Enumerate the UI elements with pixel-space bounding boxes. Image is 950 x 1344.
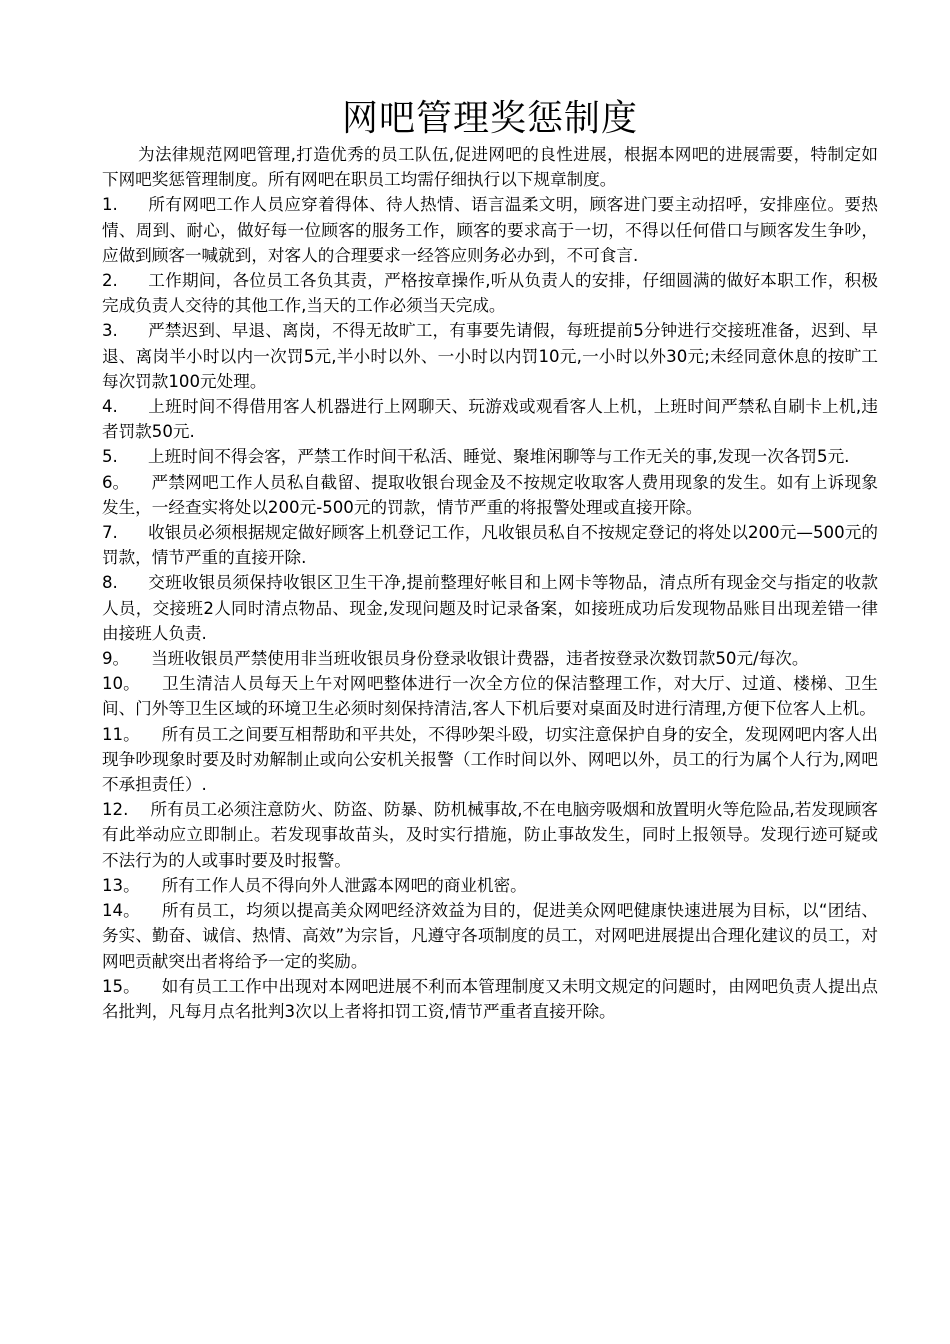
document-page	[102, 96, 878, 1024]
rule-number: 6。	[102, 472, 130, 492]
rule-number: 11。	[102, 724, 140, 744]
rule-item	[102, 797, 878, 873]
rule-text: 卫生清洁人员每天上午对网吧整体进行一次全方位的保洁整理工作，对大厅、过道、楼梯、卫生间、门外等卫生区域的环境卫生必须时刻保持清洁,客人下机后要对桌面及时进行清理,方便下位客人上机。	[102, 674, 878, 719]
rule-text: 严禁迟到、早退、离岗，不得无故旷工，有事要先请假，每班提前5分钟进行交接班准备，迟到、早退、离岗半小时以内一次罚5元,半小时以外、一小时以内罚10元,一小时以外30元;未经同意休息的按旷工每次罚款100元处理。	[102, 321, 878, 391]
rule-text: 上班时间不得借用客人机器进行上网聊天、玩游戏或观看客人上机，上班时间严禁私自刷卡上机,违者罚款50元.	[102, 397, 878, 442]
rule-number: 8.	[102, 573, 118, 593]
rule-item	[102, 671, 878, 721]
rule-number: 14。	[102, 901, 140, 921]
rule-text: 上班时间不得会客，严禁工作时间干私活、睡觉、聚堆闲聊等与工作无关的事,发现一次各罚5元.	[148, 447, 850, 467]
rule-item	[102, 873, 878, 898]
rule-item	[102, 444, 878, 469]
rule-number: 13。	[102, 875, 140, 895]
rule-item	[102, 974, 878, 1024]
document-body	[102, 142, 878, 1024]
rule-item	[102, 192, 878, 268]
rule-text: 所有员工，均须以提高美众网吧经济效益为目的，促进美众网吧健康快速进展为目标，以“团结、务实、勤奋、诚信、热情、高效”为宗旨，凡遵守各项制度的员工，对网吧进展提出合理化建议的员工，对网吧贡献突出者将给予一定的奖励。	[102, 901, 878, 971]
rule-item	[102, 268, 878, 318]
rule-text: 收银员必须根据规定做好顾客上机登记工作，凡收银员私自不按规定登记的将处以200元—500元的罚款，情节严重的直接开除.	[102, 523, 878, 568]
rule-item	[102, 470, 878, 520]
rule-text: 所有工作人员不得向外人泄露本网吧的商业机密。	[161, 875, 527, 895]
rule-number: 9。	[102, 649, 130, 669]
rule-number: 10。	[102, 674, 140, 694]
rule-item	[102, 394, 878, 444]
rule-text: 工作期间，各位员工各负其责，严格按章操作,听从负责人的安排，仔细圆满的做好本职工作，积极完成负责人交待的其他工作,当天的工作必须当天完成。	[102, 271, 878, 316]
rule-text: 严禁网吧工作人员私自截留、提取收银台现金及不按规定收取客人费用现象的发生。如有上诉现象发生，一经查实将处以200元-500元的罚款，情节严重的将报警处理或直接开除。	[102, 472, 878, 517]
rule-item	[102, 722, 878, 798]
rule-item	[102, 520, 878, 570]
rule-number: 2.	[102, 271, 118, 291]
rule-item	[102, 898, 878, 974]
rule-number: 1.	[102, 195, 118, 215]
rule-number: 5.	[102, 447, 118, 467]
rule-number: 15。	[102, 976, 140, 996]
rule-text: 所有网吧工作人员应穿着得体、待人热情、语言温柔文明，顾客进门要主动招呼，安排座位。要热情、周到、耐心，做好每一位顾客的服务工作，顾客的要求高于一切，不得以任何借口与顾客发生争吵，应做到顾客一喊就到，对客人的合理要求一经答应则务必办到，不可食言.	[102, 195, 878, 265]
document-title: 网吧管理奖惩制度	[341, 98, 638, 139]
rule-text: 交班收银员须保持收银区卫生干净,提前整理好帐目和上网卡等物品，清点所有现金交与指定的收款人员，交接班2人同时清点物品、现金,发现问题及时记录备案，如接班成功后发现物品账目出现差错一律由接班人负责.	[102, 573, 878, 643]
rule-text: 所有员工之间要互相帮助和平共处，不得吵架斗殴，切实注意保护自身的安全，发现网吧内客人出现争吵现象时要及时劝解制止或向公安机关报警（工作时间以外、网吧以外，员工的行为属个人行为,网吧不承担责任）.	[102, 724, 878, 795]
rule-item	[102, 318, 878, 394]
intro-paragraph: 为法律规范网吧管理,打造优秀的员工队伍,促进网吧的良性进展，根据本网吧的进展需要，特制定如下网吧奖惩管理制度。所有网吧在职员工均需仔细执行以下规章制度。	[102, 145, 878, 190]
rule-text: 所有员工必须注意防火、防盗、防暴、防机械事故,不在电脑旁吸烟和放置明火等危险品,若发现顾客有此举动应立即制止。若发现事故苗头，及时实行措施，防止事故发生，同时上报领导。发现行迹可疑或不法行为的人或事时要及时报警。	[102, 800, 878, 870]
rule-number: 3.	[102, 321, 118, 341]
rule-number: 4.	[102, 397, 118, 417]
rule-number: 7.	[102, 523, 118, 543]
rule-item	[102, 646, 878, 671]
rule-text: 如有员工工作中出现对本网吧进展不利而本管理制度又未明文规定的问题时，由网吧负责人提出点名批判，凡每月点名批判3次以上者将扣罚工资,情节严重者直接开除。	[102, 976, 878, 1021]
rule-item	[102, 570, 878, 646]
rule-number: 12.	[102, 800, 129, 820]
rule-text: 当班收银员严禁使用非当班收银员身份登录收银计费器，违者按登录次数罚款50元/每次。	[151, 649, 809, 669]
